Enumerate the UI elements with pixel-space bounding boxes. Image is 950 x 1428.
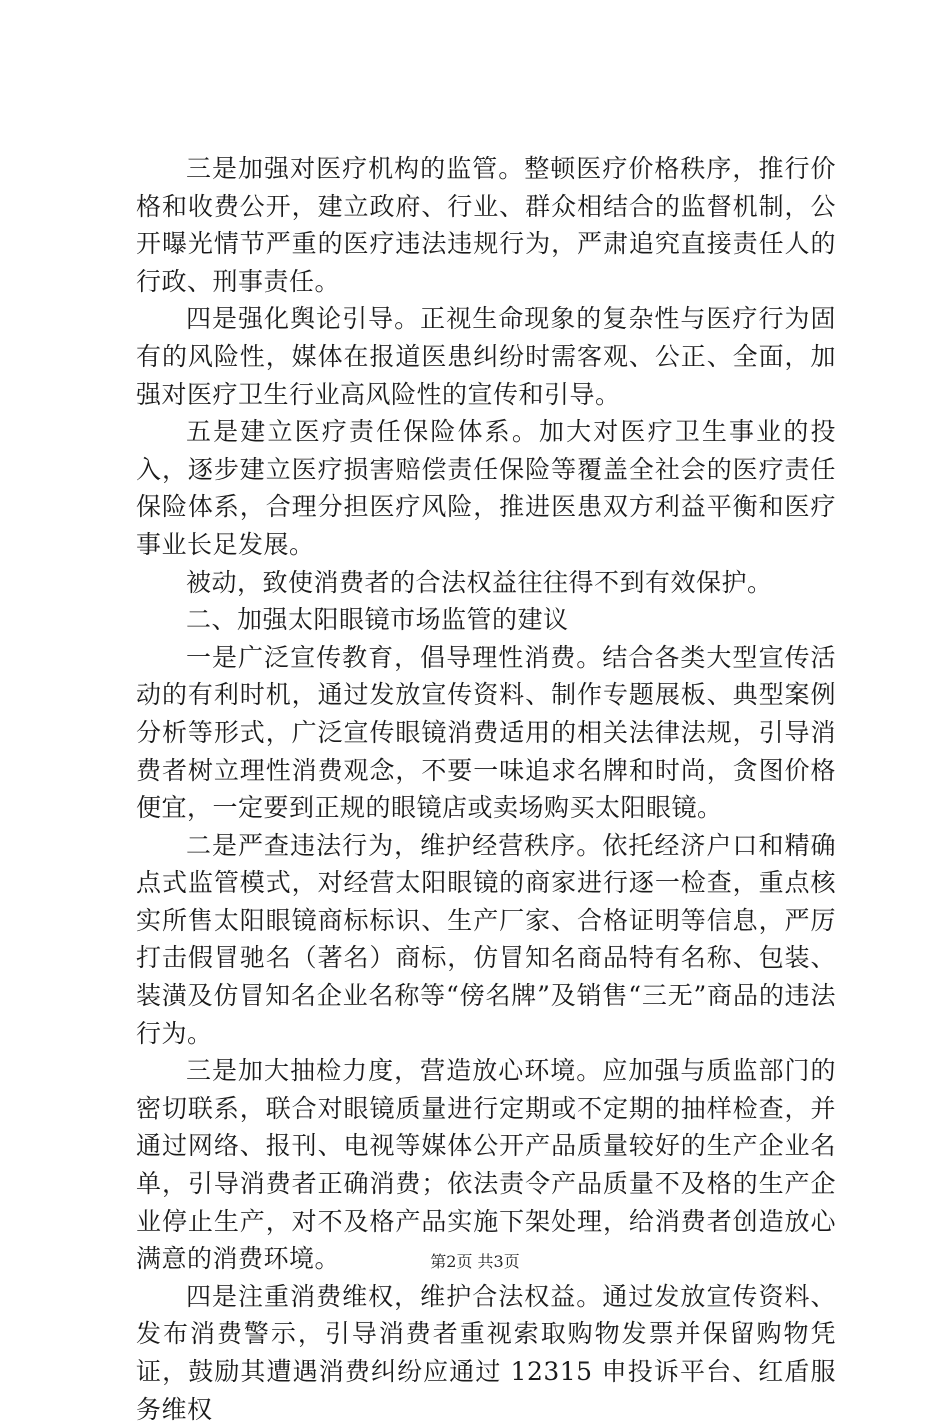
section-heading-sunglasses-supervision: 二、加强太阳眼镜市场监管的建议 [186,605,569,635]
paragraph-supervise-medical-institutions: 三是加强对医疗机构的监管。整顿医疗价格秩序，推行价格和收费公开，建立政府、行业、群众相结合的监督机制，公开曝光情节严重的医疗违法违规行为，严肃追究直接责任人的行政、刑事责任。 [136,154,836,296]
document-body [136,150,836,1428]
paragraph-investigate-violations: 二是严查违法行为，维护经营秩序。依托经济户口和精确点式监管模式，对经营太阳眼镜的商家进行逐一检查，重点核实所售太阳眼镜商标标识、生产厂家、合格证明等信息，严厉打击假冒驰名（著名）商标，仿冒知名商品特有名称、包装、装潢及仿冒知名企业名称等“傍名牌”及销售“三无”商品的违法行为。 [136,830,836,1048]
paragraph-consumer-rights-fragment: 被动，致使消费者的合法权益往往得不到有效保护。 [186,567,773,597]
paragraph-public-opinion-guidance: 四是强化舆论引导。正视生命现象的复杂性与医疗行为固有的风险性，媒体在报道医患纠纷时需客观、公正、全面，加强对医疗卫生行业高风险性的宣传和引导。 [136,304,836,409]
paragraph-sampling-inspection: 三是加大抽检力度，营造放心环境。应加强与质监部门的密切联系，联合对眼镜质量进行定期或不定期的抽样检查，并通过网络、报刊、电视等媒体公开产品质量较好的生产企业名单，引导消费者正确消费；依法责令产品质量不及格的生产企业停止生产，对不及格产品实施下架处理，给消费者创造放心满意的消费环境。 [136,1056,836,1274]
paragraph-consumer-rights-protection: 四是注重消费维权，维护合法权益。通过发放宣传资料、发布消费警示，引导消费者重视索取购物发票并保留购物凭证，鼓励其遭遇消费纠纷应通过 12315 申投诉平台、红盾服务维权 [136,1281,836,1424]
paragraph-medical-liability-insurance: 五是建立医疗责任保险体系。加大对医疗卫生事业的投入，逐步建立医疗损害赔偿责任保险等覆盖全社会的医疗责任保险体系，合理分担医疗风险，推进医患双方利益平衡和医疗事业长足发展。 [136,417,836,559]
paragraph-publicity-education: 一是广泛宣传教育，倡导理性消费。结合各类大型宣传活动的有利时机，通过发放宣传资料、制作专题展板、典型案例分析等形式，广泛宣传眼镜消费适用的相关法律法规，引导消费者树立理性消费观念，不要一味追求名牌和时尚，贪图价格便宜，一定要到正规的眼镜店或卖场购买太阳眼镜。 [136,642,836,823]
page-footer: 第2页 共3页 [430,1252,520,1271]
